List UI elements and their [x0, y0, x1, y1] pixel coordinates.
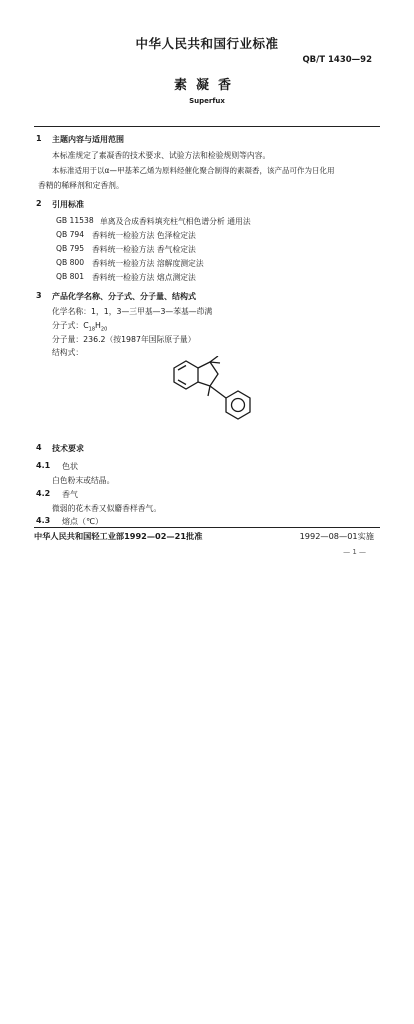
section-1-heading: 主题内容与适用范围 — [52, 135, 124, 144]
reference-code: GB 11538 — [56, 216, 94, 225]
section-4-1-heading: 色状 — [62, 462, 78, 471]
phenyl-ring — [226, 391, 250, 419]
formula-hydrogen: H — [95, 321, 101, 330]
section-4-3-number: 4.3 — [36, 516, 51, 525]
reference-code: QB 795 — [56, 244, 85, 253]
molecular-formula — [52, 320, 107, 333]
implementation-date: 1992—08—01实施 — [299, 531, 374, 541]
molecular-formula-label: 分子式： — [52, 321, 84, 330]
reference-title: 单离及合成香料填充柱气相色谱分析 通用法 — [100, 217, 251, 226]
top-divider — [34, 126, 380, 127]
section-1-number: 1 — [36, 134, 42, 143]
standard-code: QB/T 1430—92 — [302, 55, 372, 65]
reference-title: 香料统一检验方法 溶解度测定法 — [92, 259, 204, 268]
section-2-number: 2 — [36, 199, 42, 208]
formula-carbon-count: 18 — [88, 326, 96, 333]
chemical-name: 化学名称：1，1，3—三甲基—3—苯基—茚满 — [52, 307, 213, 316]
page-number: — 1 — — [343, 548, 366, 556]
section-4-2-text: 微弱的花木香又似麝香样香气。 — [52, 504, 162, 513]
methyl-bond — [208, 386, 210, 396]
reference-code: QB 794 — [56, 230, 85, 239]
phenyl-bond — [210, 386, 226, 398]
section-1-paragraph-1: 本标准规定了素凝香的技术要求、试验方法和检验规则等内容。 — [52, 151, 271, 160]
methyl-bond — [210, 362, 220, 363]
indane-benzene-ring — [174, 361, 198, 389]
indane-cyclopentane-ring — [198, 362, 218, 386]
footer-divider — [34, 527, 380, 528]
reference-title: 香料统一检验方法 香气检定法 — [92, 245, 196, 254]
molecular-weight: 分子量：236.2（按1987年国际原子量） — [52, 335, 196, 344]
reference-code: QB 800 — [56, 258, 85, 267]
section-4-2-heading: 香气 — [62, 490, 78, 499]
section-4-1-number: 4.1 — [36, 461, 51, 470]
section-3-heading: 产品化学名称、分子式、分子量、结构式 — [52, 292, 196, 301]
org-standard-title: 中华人民共和国行业标准 — [135, 36, 279, 51]
section-1-paragraph-2: 本标准适用于以α—甲基苯乙烯为原料经催化聚合制得的素凝香，该产品可作为日化用 — [52, 166, 335, 175]
section-4-3-heading: 熔点（℃） — [62, 517, 103, 526]
document-title: 素凝香 — [173, 78, 240, 93]
methyl-bond — [210, 356, 218, 362]
approval-statement: 中华人民共和国轻工业部1992—02—21批准 — [34, 531, 203, 541]
section-1-paragraph-2-cont: 香精的稀释剂和定香剂。 — [38, 181, 124, 190]
document-subtitle: Superfux — [189, 97, 225, 105]
section-4-number: 4 — [36, 443, 42, 452]
section-3-number: 3 — [36, 291, 42, 300]
formula-carbon: C — [83, 321, 89, 330]
section-2-heading: 引用标准 — [52, 200, 84, 209]
structural-formula-diagram — [160, 356, 270, 436]
section-4-1-text: 白色粉末或结晶。 — [52, 476, 115, 485]
formula-hydrogen-count: 20 — [100, 326, 108, 333]
structural-formula-label: 结构式： — [52, 348, 84, 357]
section-4-2-number: 4.2 — [36, 489, 51, 498]
reference-title: 香料统一检验方法 色泽检定法 — [92, 231, 196, 240]
reference-code: QB 801 — [56, 272, 85, 281]
section-4-heading: 技术要求 — [52, 444, 84, 453]
reference-title: 香料统一检验方法 熔点测定法 — [92, 273, 196, 282]
